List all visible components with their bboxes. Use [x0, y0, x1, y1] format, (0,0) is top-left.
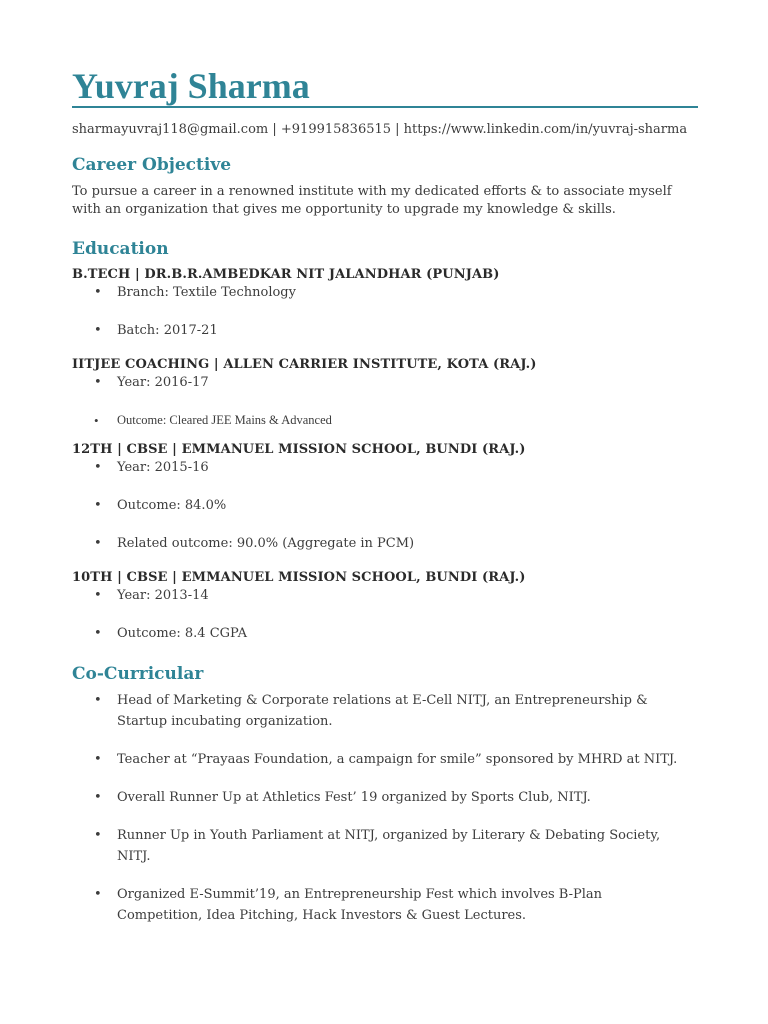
list-item [72, 884, 682, 926]
bullet-icon: • [94, 828, 102, 843]
career-objective-heading: Career Objective [72, 155, 232, 175]
education-entry-title: IITJEE COACHING | ALLEN CARRIER INSTITUTE, KOTA (RAJ.) [72, 357, 537, 372]
education-entry-title: B.TECH | DR.B.R.AMBEDKAR NIT JALANDHAR (PUNJAB) [72, 267, 500, 282]
bullet-icon: • [94, 375, 102, 390]
education-entry-list [72, 372, 698, 431]
list-item-text: Outcome: 8.4 CGPA [117, 626, 247, 641]
list-item [72, 623, 698, 644]
list-item [72, 787, 682, 808]
education-entry [72, 570, 698, 644]
list-item-text: Year: 2016-17 [117, 375, 209, 390]
list-item [72, 749, 682, 770]
resume-name: Yuvraj Sharma [72, 66, 698, 108]
education-entry [72, 442, 698, 554]
list-item [72, 495, 698, 516]
education-entry-title: 10TH | CBSE | EMMANUEL MISSION SCHOOL, BUNDI (RAJ.) [72, 570, 526, 585]
education-entry [72, 357, 698, 431]
list-item [72, 690, 682, 732]
contact-line: sharmayuvraj118@gmail.com | +919915836515 | https://www.linkedin.com/in/yuvraj-sharma [72, 122, 688, 137]
list-item [72, 825, 682, 867]
list-item-text: Runner Up in Youth Parliament at NITJ, organized by Literary & Debating Society, NITJ. [117, 828, 661, 864]
education-entry [72, 267, 698, 341]
bullet-icon: • [94, 752, 102, 767]
list-item-text: Batch: 2017-21 [117, 323, 218, 338]
bullet-icon: • [94, 498, 102, 513]
education-entry-list [72, 457, 698, 554]
list-item [72, 282, 698, 303]
education-entry-title: 12TH | CBSE | EMMANUEL MISSION SCHOOL, BUNDI (RAJ.) [72, 442, 526, 457]
bullet-icon: • [94, 536, 102, 551]
list-item-text: Head of Marketing & Corporate relations at E-Cell NITJ, an Entrepreneurship & Startup incubating organization. [117, 693, 648, 729]
list-item-text: Teacher at “Prayaas Foundation, a campaign for smile” sponsored by MHRD at NITJ. [117, 752, 678, 767]
list-item-text: Year: 2015-16 [117, 460, 209, 475]
education-entry-list [72, 585, 698, 644]
education-entry-list [72, 282, 698, 341]
bullet-icon: • [94, 887, 102, 902]
list-item-text: Related outcome: 90.0% (Aggregate in PCM) [117, 536, 415, 551]
list-item [72, 372, 698, 393]
career-objective-text: To pursue a career in a renowned institute with my dedicated efforts & to associate myself with an organization that gives me opportunity to upgrade my knowledge & skills. [72, 184, 672, 217]
list-item-text: Overall Runner Up at Athletics Fest’ 19 organized by Sports Club, NITJ. [117, 790, 591, 805]
list-item-text: Year: 2013-14 [117, 588, 209, 603]
bullet-icon: • [94, 323, 102, 338]
list-item-text: Organized E-Summit’19, an Entrepreneurship Fest which involves B-Plan Competition, Idea Pitching, Hack Investors & Guest Lectures. [117, 887, 603, 923]
co-curricular-heading: Co-Curricular [72, 664, 204, 684]
co-curricular-list [72, 690, 698, 926]
bullet-icon: • [94, 588, 102, 603]
list-item-text: Outcome: 84.0% [117, 498, 227, 513]
list-item-text: Outcome: Cleared JEE Mains & Advanced [117, 413, 332, 427]
education-heading: Education [72, 239, 169, 259]
list-item-text: Branch: Textile Technology [117, 285, 296, 300]
bullet-icon: • [94, 285, 102, 300]
list-item [72, 533, 698, 554]
list-item [72, 457, 698, 478]
bullet-icon: • [94, 413, 99, 428]
bullet-icon: • [94, 626, 102, 641]
list-item [72, 585, 698, 606]
bullet-icon: • [94, 790, 102, 805]
list-item [72, 320, 698, 341]
bullet-icon: • [94, 460, 102, 475]
bullet-icon: • [94, 693, 102, 708]
list-item [72, 410, 698, 431]
